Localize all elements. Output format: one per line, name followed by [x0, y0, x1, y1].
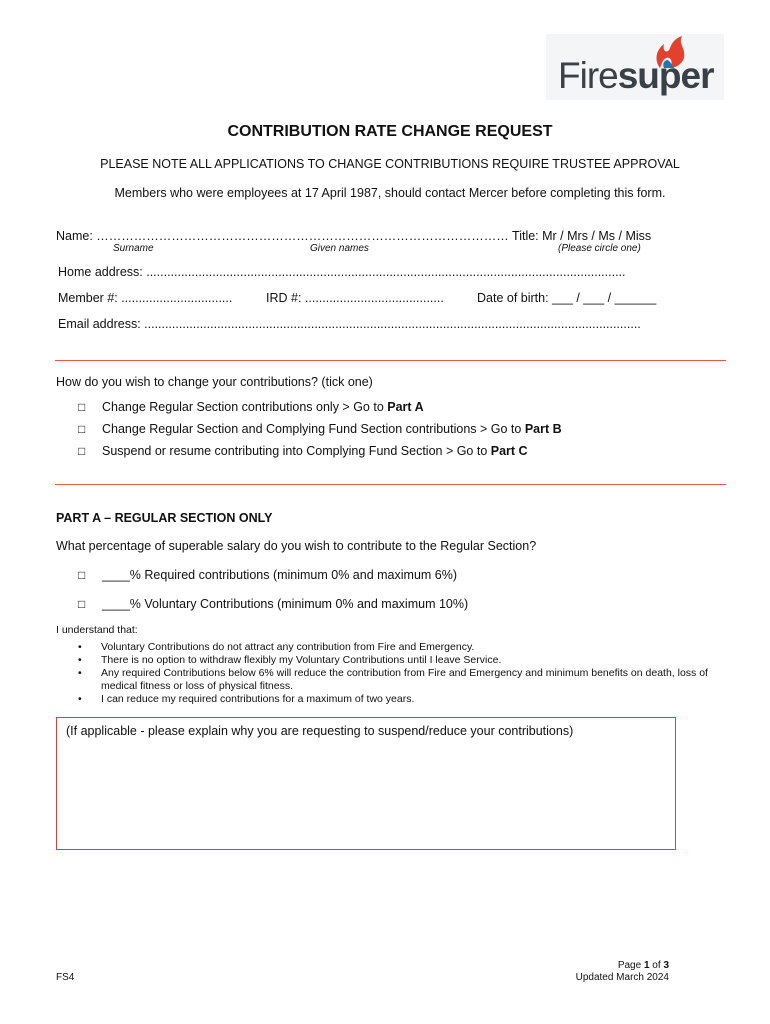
form-code: FS4	[56, 972, 75, 983]
option-part: Part C	[490, 444, 528, 458]
firesuper-logo	[558, 54, 714, 98]
logo-fire-text: Fire	[558, 55, 618, 96]
part-a-checkbox[interactable]: □	[78, 400, 86, 414]
email-address-field[interactable]: Email address: ...............................................................................................................................................	[58, 317, 641, 331]
logo-super-text: super	[617, 55, 714, 96]
part-c-option	[102, 444, 528, 458]
option-text: Change Regular Section contributions only > Go to	[102, 400, 388, 414]
surname-hint: Surname	[113, 243, 154, 254]
change-question: How do you wish to change your contributions? (tick one)	[56, 375, 373, 389]
option-part: Part A	[387, 400, 424, 414]
list-item-text: Any required Contributions below 6% will reduce the contribution from Fire and Emergency and minimum benefits on death, loss of medical fitness or loss of physical fitness.	[101, 667, 708, 692]
section-divider	[55, 484, 726, 485]
list-item	[78, 641, 708, 654]
bullet: •	[78, 667, 82, 679]
home-address-field[interactable]: Home address: ..........................................................................................................................................	[58, 265, 626, 279]
member-number-field[interactable]: Member #: ................................	[58, 291, 233, 305]
ird-number-field[interactable]: IRD #: ........................................	[266, 291, 444, 305]
part-a-heading: PART A – REGULAR SECTION ONLY	[56, 511, 273, 525]
page-footer	[520, 960, 669, 984]
part-a-question: What percentage of superable salary do you wish to contribute to the Regular Section?	[56, 539, 537, 553]
understand-label: I understand that:	[56, 624, 138, 636]
page-title: CONTRIBUTION RATE CHANGE REQUEST	[227, 123, 553, 140]
voluntary-contributions-checkbox[interactable]: □	[78, 597, 86, 611]
page-current: 1	[643, 960, 650, 971]
list-item-text: I can reduce my required contributions for a maximum of two years.	[101, 693, 415, 705]
part-b-option	[102, 422, 562, 436]
bullet: •	[78, 693, 82, 705]
option-text: Change Regular Section and Complying Fund Section contributions > Go to	[102, 422, 525, 436]
page-number	[520, 960, 669, 972]
given-names-hint: Given names	[310, 243, 369, 254]
list-item-text: There is no option to withdraw flexibly my Voluntary Contributions until I leave Service.	[101, 654, 502, 666]
list-item	[78, 693, 708, 706]
understanding-list	[78, 641, 708, 706]
members-note: Members who were employees at 17 April 1987, should contact Mercer before completing this form.	[114, 186, 666, 200]
option-text: Suspend or resume contributing into Complying Fund Section > Go to	[102, 444, 491, 458]
part-c-checkbox[interactable]: □	[78, 444, 86, 458]
page-total: 3	[663, 960, 669, 971]
explanation-prompt: (If applicable - please explain why you are requesting to suspend/reduce your contributions)	[66, 724, 574, 738]
bullet: •	[78, 654, 82, 666]
part-a-option	[102, 400, 424, 414]
section-divider	[55, 360, 726, 361]
voluntary-contributions-option: ____% Voluntary Contributions (minimum 0% and maximum 10%)	[102, 597, 469, 611]
part-b-checkbox[interactable]: □	[78, 422, 86, 436]
trustee-note: PLEASE NOTE ALL APPLICATIONS TO CHANGE CONTRIBUTIONS REQUIRE TRUSTEE APPROVAL	[100, 157, 680, 171]
date-of-birth-field[interactable]: Date of birth: ___ / ___ / ______	[477, 291, 657, 305]
page-prefix: Page	[617, 960, 644, 971]
list-item	[78, 667, 708, 693]
required-contributions-option: ____% Required contributions (minimum 0% and maximum 6%)	[102, 568, 458, 582]
option-part: Part B	[524, 422, 562, 436]
required-contributions-checkbox[interactable]: □	[78, 568, 86, 582]
updated-date: Updated March 2024	[575, 972, 669, 983]
bullet: •	[78, 641, 82, 653]
list-item-text: Voluntary Contributions do not attract any contribution from Fire and Emergency.	[101, 641, 475, 653]
list-item	[78, 654, 708, 667]
circle-hint: (Please circle one)	[558, 243, 641, 254]
name-field[interactable]: Name: ……………………………………………………………………………………… Title: Mr / Mrs / Ms / Miss	[56, 229, 652, 243]
page-of: of	[649, 960, 664, 971]
